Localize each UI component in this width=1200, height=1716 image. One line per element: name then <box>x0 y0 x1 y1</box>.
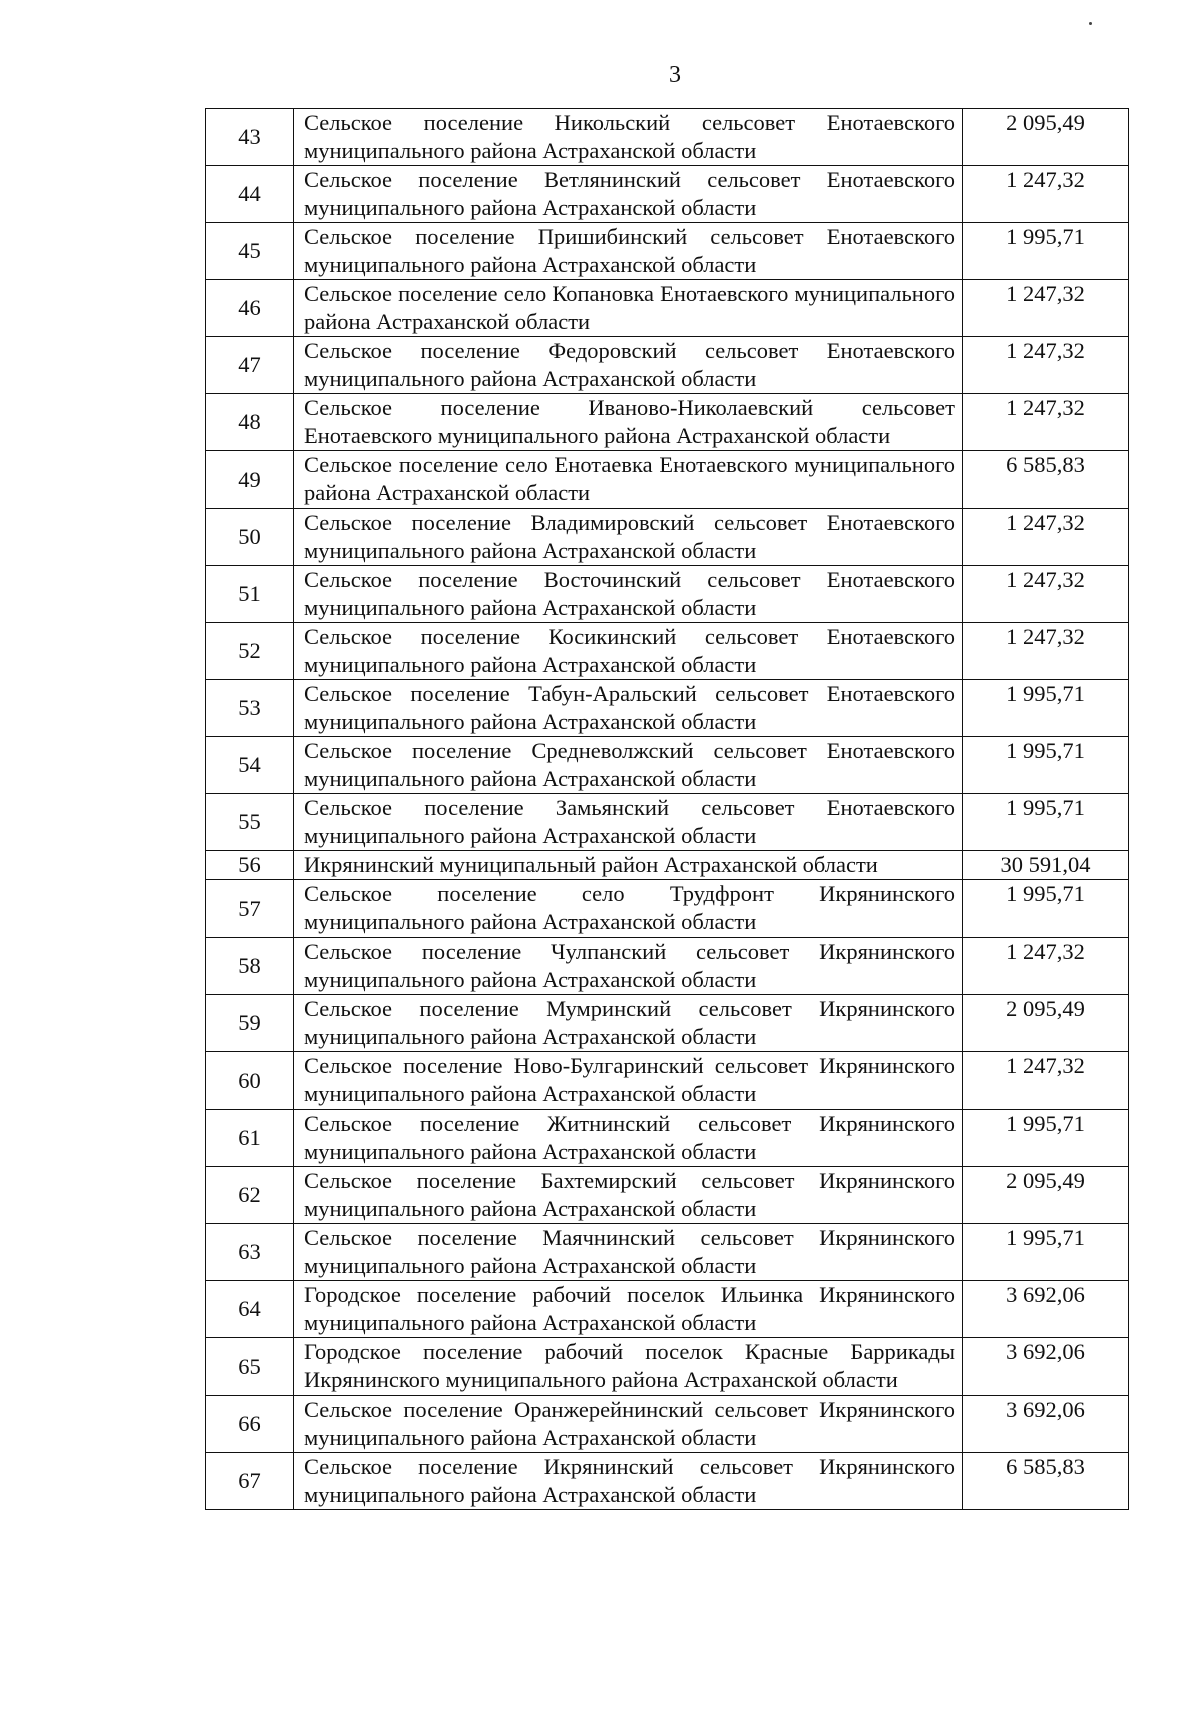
allocation-amount: 1 995,71 <box>963 1110 1129 1167</box>
table-body <box>206 109 1129 1510</box>
table-row <box>206 995 1129 1052</box>
allocation-table <box>205 108 1129 1510</box>
allocation-amount: 1 247,32 <box>963 280 1129 337</box>
table-row <box>206 1110 1129 1167</box>
row-number: 56 <box>206 851 294 880</box>
allocation-amount: 6 585,83 <box>963 1453 1129 1510</box>
allocation-amount: 1 247,32 <box>963 166 1129 223</box>
allocation-amount: 1 995,71 <box>963 737 1129 794</box>
settlement-name: Сельское поселение Пришибинский сельсовет Енотаевского муниципального района Астраханской области <box>294 223 963 280</box>
row-number: 61 <box>206 1110 294 1167</box>
table-row <box>206 109 1129 166</box>
settlement-name: Сельское поселение Табун-Аральский сельсовет Енотаевского муниципального района Астраханской области <box>294 680 963 737</box>
row-number: 50 <box>206 509 294 566</box>
settlement-name: Городское поселение рабочий поселок Ильинка Икрянинского муниципального района Астраханской области <box>294 1281 963 1338</box>
row-number: 62 <box>206 1167 294 1224</box>
allocation-amount: 1 247,32 <box>963 394 1129 451</box>
settlement-name: Сельское поселение Мумринский сельсовет Икрянинского муниципального района Астраханской области <box>294 995 963 1052</box>
row-number: 55 <box>206 794 294 851</box>
settlement-name: Сельское поселение Ветлянинский сельсовет Енотаевского муниципального района Астраханской области <box>294 166 963 223</box>
row-number: 43 <box>206 109 294 166</box>
settlement-name: Сельское поселение село Трудфронт Икрянинского муниципального района Астраханской области <box>294 880 963 938</box>
allocation-amount: 2 095,49 <box>963 1167 1129 1224</box>
allocation-amount: 2 095,49 <box>963 995 1129 1052</box>
row-number: 46 <box>206 280 294 337</box>
table-row <box>206 938 1129 995</box>
table-row <box>206 566 1129 623</box>
allocation-amount: 1 995,71 <box>963 794 1129 851</box>
table-row <box>206 737 1129 794</box>
row-number: 47 <box>206 337 294 394</box>
row-number: 60 <box>206 1052 294 1110</box>
row-number: 53 <box>206 680 294 737</box>
row-number: 65 <box>206 1338 294 1396</box>
settlement-name: Сельское поселение Чулпанский сельсовет Икрянинского муниципального района Астраханской области <box>294 938 963 995</box>
table-row <box>206 794 1129 851</box>
settlement-name: Сельское поселение Восточинский сельсовет Енотаевского муниципального района Астраханской области <box>294 566 963 623</box>
row-number: 54 <box>206 737 294 794</box>
table-row <box>206 623 1129 680</box>
table-row <box>206 166 1129 223</box>
table-row <box>206 223 1129 280</box>
settlement-name: Сельское поселение Федоровский сельсовет Енотаевского муниципального района Астраханской области <box>294 337 963 394</box>
table-row <box>206 1453 1129 1510</box>
table-row <box>206 1224 1129 1281</box>
settlement-name: Сельское поселение Средневолжский сельсовет Енотаевского муниципального района Астраханской области <box>294 737 963 794</box>
table-row <box>206 680 1129 737</box>
settlement-name: Сельское поселение Ново-Булгаринский сельсовет Икрянинского муниципального района Астраханской области <box>294 1052 963 1110</box>
allocation-amount: 1 247,32 <box>963 623 1129 680</box>
settlement-name: Сельское поселение Икрянинский сельсовет Икрянинского муниципального района Астраханской области <box>294 1453 963 1510</box>
settlement-name: Сельское поселение Иваново-Николаевский сельсовет Енотаевского муниципального района Астраханской области <box>294 394 963 451</box>
settlement-name: Сельское поселение Никольский сельсовет Енотаевского муниципального района Астраханской области <box>294 109 963 166</box>
allocation-amount: 1 247,32 <box>963 337 1129 394</box>
table-row <box>206 1167 1129 1224</box>
row-number: 51 <box>206 566 294 623</box>
settlement-name: Городское поселение рабочий поселок Красные Баррикады Икрянинского муниципального района Астраханской области <box>294 1338 963 1396</box>
settlement-name: Сельское поселение Бахтемирский сельсовет Икрянинского муниципального района Астраханской области <box>294 1167 963 1224</box>
row-number: 58 <box>206 938 294 995</box>
table-row <box>206 1281 1129 1338</box>
settlement-name: Сельское поселение Владимировский сельсовет Енотаевского муниципального района Астраханской области <box>294 509 963 566</box>
allocation-amount: 3 692,06 <box>963 1338 1129 1396</box>
table-row <box>206 337 1129 394</box>
row-number: 64 <box>206 1281 294 1338</box>
settlement-name: Сельское поселение Косикинский сельсовет Енотаевского муниципального района Астраханской области <box>294 623 963 680</box>
settlement-name: Сельское поселение Житнинский сельсовет Икрянинского муниципального района Астраханской области <box>294 1110 963 1167</box>
settlement-name: Икрянинский муниципальный район Астраханской области <box>294 851 963 880</box>
settlement-name: Сельское поселение Маячнинский сельсовет Икрянинского муниципального района Астраханской области <box>294 1224 963 1281</box>
row-number: 44 <box>206 166 294 223</box>
row-number: 52 <box>206 623 294 680</box>
table-row <box>206 394 1129 451</box>
allocation-amount: 1 247,32 <box>963 566 1129 623</box>
allocation-amount: 1 995,71 <box>963 223 1129 280</box>
allocation-amount: 1 995,71 <box>963 1224 1129 1281</box>
row-number: 49 <box>206 451 294 509</box>
row-number: 45 <box>206 223 294 280</box>
allocation-amount: 2 095,49 <box>963 109 1129 166</box>
scan-speck <box>1089 22 1092 25</box>
table-row <box>206 1052 1129 1110</box>
row-number: 48 <box>206 394 294 451</box>
settlement-name: Сельское поселение село Енотаевка Енотаевского муниципального района Астраханской области <box>294 451 963 509</box>
table-row <box>206 1338 1129 1396</box>
row-number: 66 <box>206 1396 294 1453</box>
allocation-amount: 1 247,32 <box>963 509 1129 566</box>
allocation-amount: 1 995,71 <box>963 680 1129 737</box>
row-number: 57 <box>206 880 294 938</box>
table-row <box>206 280 1129 337</box>
settlement-name: Сельское поселение Оранжерейнинский сельсовет Икрянинского муниципального района Астраханской области <box>294 1396 963 1453</box>
settlement-name: Сельское поселение Замьянский сельсовет Енотаевского муниципального района Астраханской области <box>294 794 963 851</box>
allocation-amount: 30 591,04 <box>963 851 1129 880</box>
settlement-name: Сельское поселение село Копановка Енотаевского муниципального района Астраханской области <box>294 280 963 337</box>
table-row <box>206 509 1129 566</box>
page-number: 3 <box>669 62 681 88</box>
allocation-amount: 1 995,71 <box>963 880 1129 938</box>
allocation-amount: 3 692,06 <box>963 1396 1129 1453</box>
allocation-amount: 1 247,32 <box>963 1052 1129 1110</box>
allocation-amount: 3 692,06 <box>963 1281 1129 1338</box>
allocation-amount: 1 247,32 <box>963 938 1129 995</box>
table-row <box>206 880 1129 938</box>
table-row <box>206 1396 1129 1453</box>
allocation-amount: 6 585,83 <box>963 451 1129 509</box>
row-number: 67 <box>206 1453 294 1510</box>
table-row <box>206 851 1129 880</box>
table-row <box>206 451 1129 509</box>
row-number: 63 <box>206 1224 294 1281</box>
row-number: 59 <box>206 995 294 1052</box>
